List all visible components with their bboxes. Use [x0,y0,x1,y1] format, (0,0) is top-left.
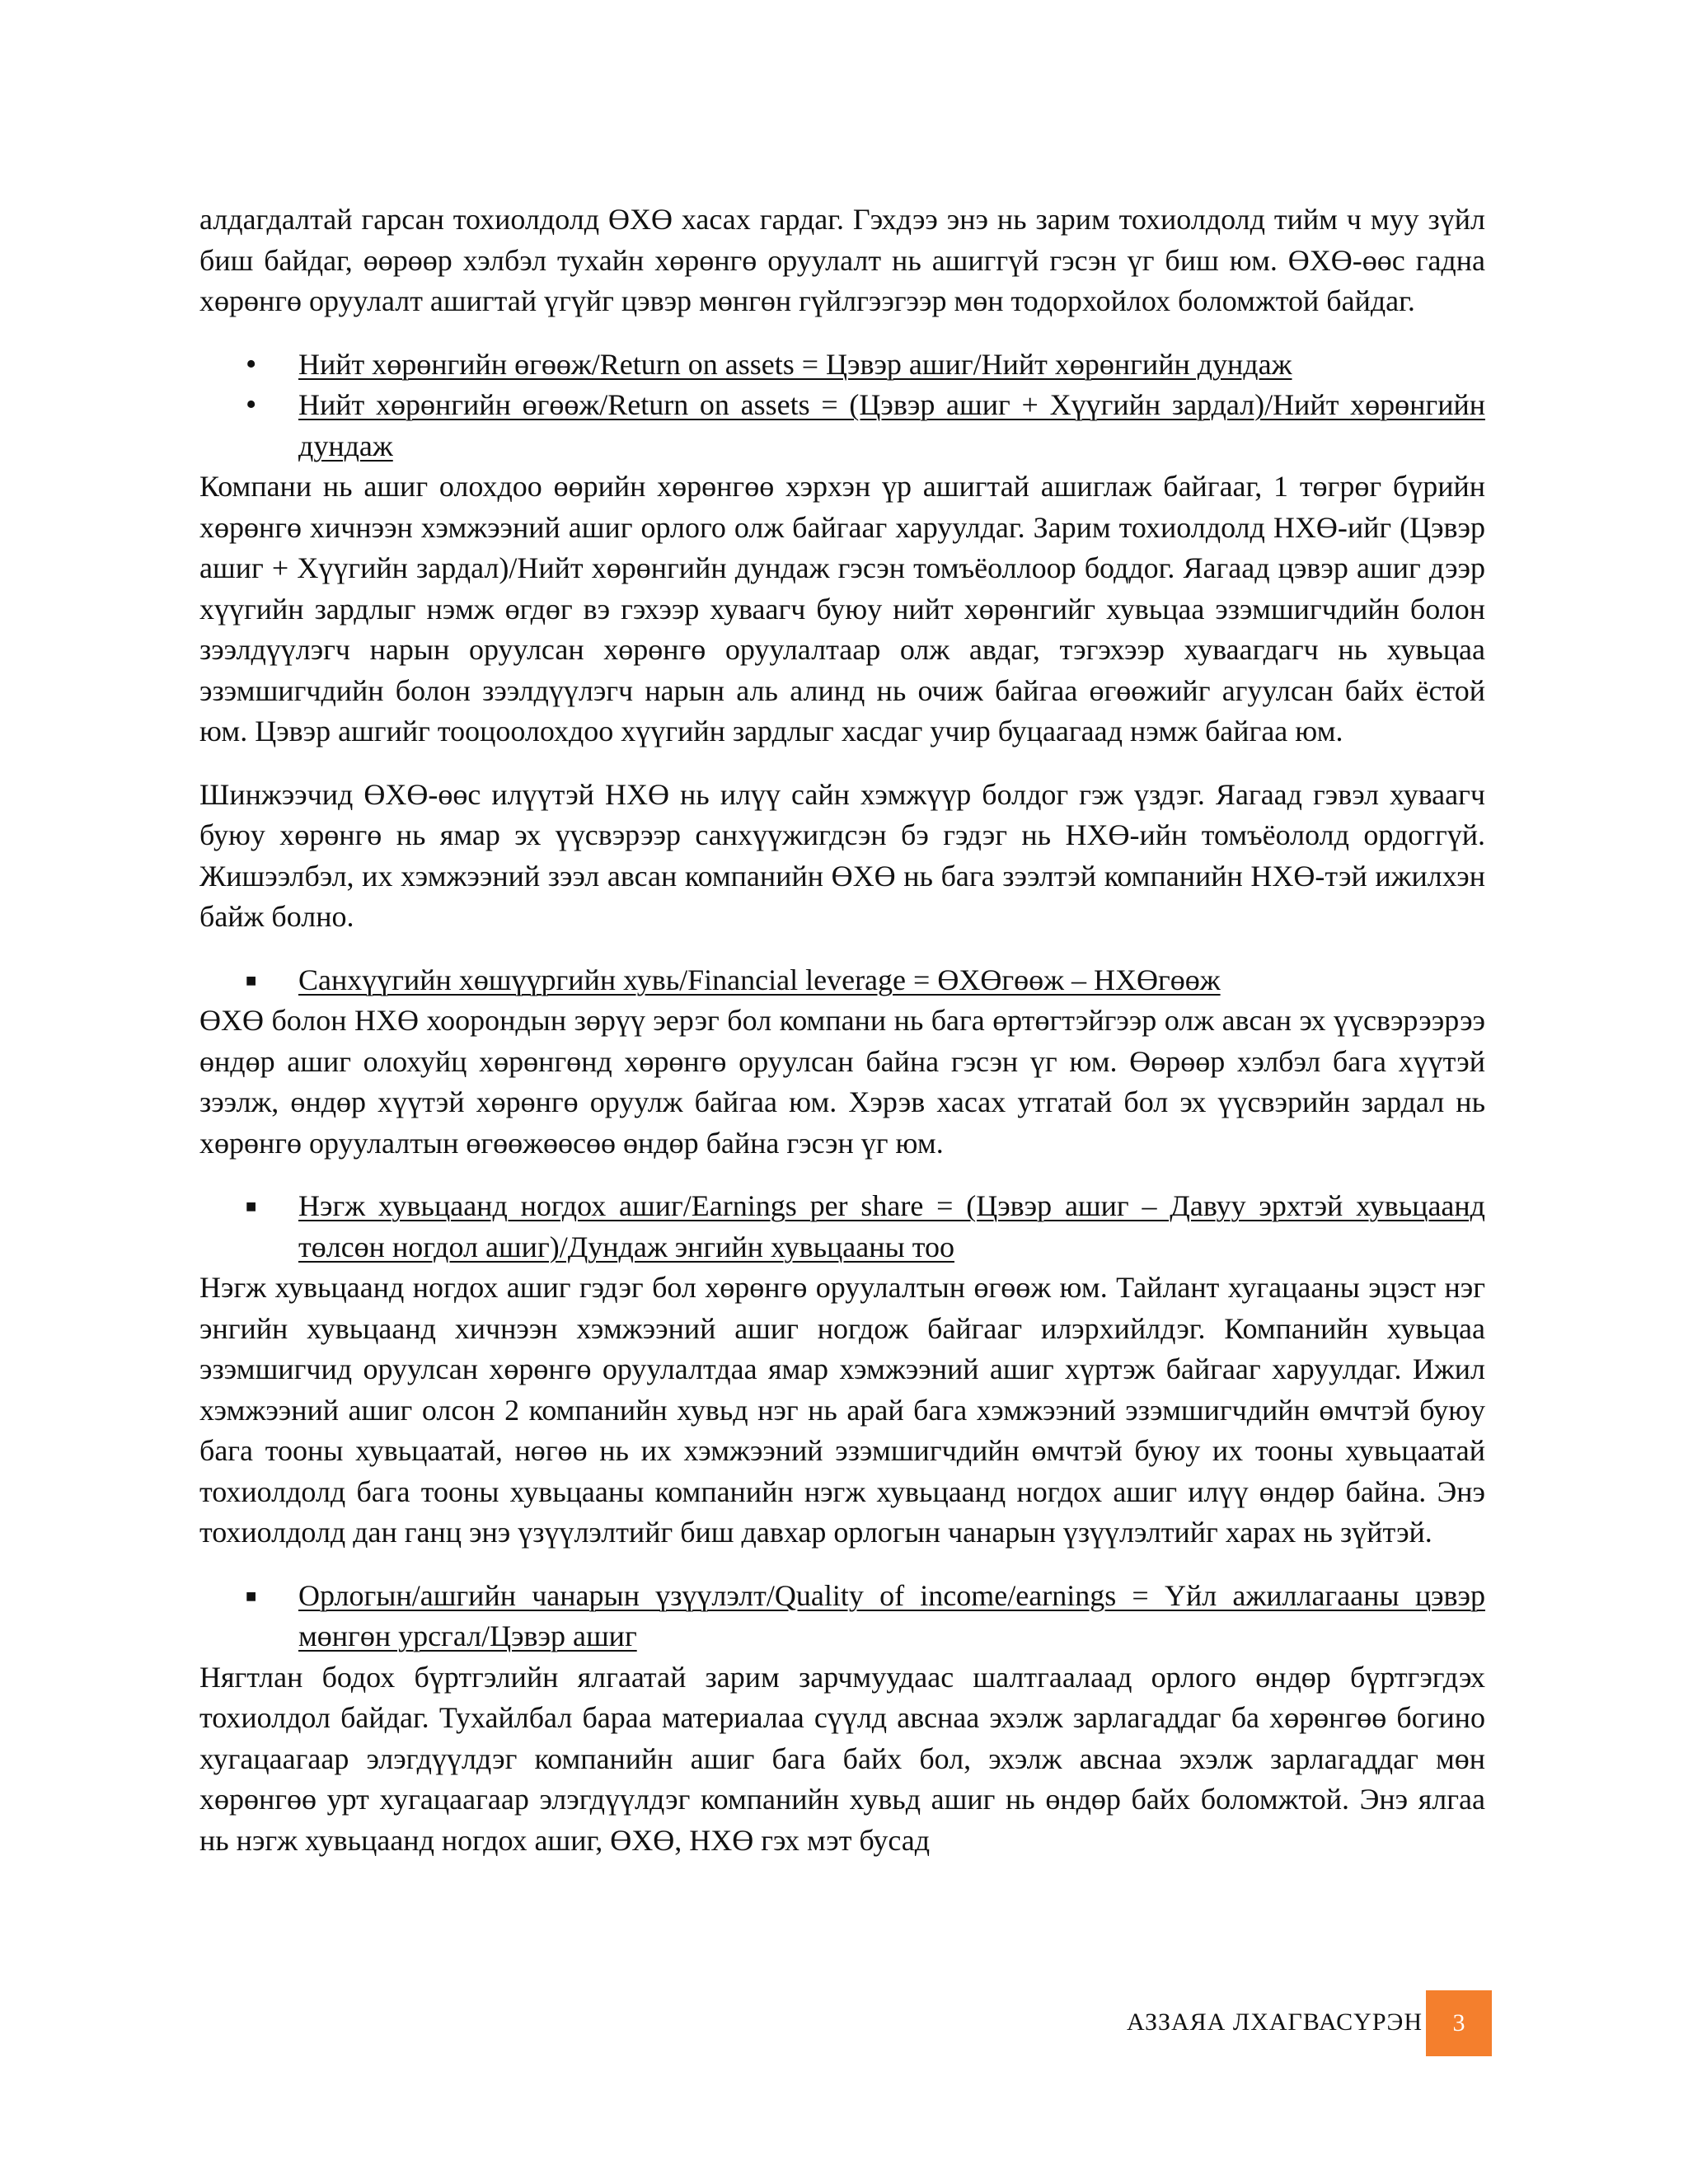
roa-formula-list [199,344,1485,467]
paragraph-roa-explanation: Компани нь ашиг олохдоо өөрийн хөрөнгөө хэрхэн үр ашигтай ашиглаж байгааг, 1 төгрөг бүрийн хөрөнгө хичнээн хэмжээний ашиг орлого олж байгааг харуулдаг. Зарим тохиолдолд НХӨ-ийг (Цэвэр ашиг + Хүүгийн зардал)/Нийт хөрөнгийн дундаж гэсэн томъёоллоор боддог. Яагаад цэвэр ашиг дээр хүүгийн зардлыг нэмж өгдөг вэ гэхээр хуваагч буюу нийт хөрөнгийг хувьцаа эзэмшигчдийн болон зээлдүүлэгч нарын оруулсан хөрөнгө оруулалтаар олж авдаг, тэгэхээр хуваагдагч нь хувьцаа эзэмшигчдийн болон зээлдүүлэгч нарын аль алинд нь очиж байгаа өгөөжийг агуулсан байх ёстой юм. Цэвэр ашгийг тооцоолохдоо хүүгийн зардлыг хасдаг учир буцаагаад нэмж байгаа юм. [199,470,1485,748]
paragraph-eps-explanation: Нэгж хувьцаанд ногдох ашиг гэдэг бол хөрөнгө оруулалтын өгөөж юм. Тайлант хугацааны эцэст нэг энгийн хувьцаанд хичнээн хэмжээний ашиг ногдож байгааг илэрхийлдэг. Компанийн хувьцаа эзэмшигчид оруулсан хөрөнгө оруулалтдаа ямар хэмжээний ашиг хүртэж байгааг харуулдаг. Ижил хэмжээний ашиг олсон 2 компанийн хувьд нэг нь арай бага хэмжээний эзэмшигчдийн өмчтэй буюу бага тооны хувьцаатай, нөгөө нь их хэмжээний эзэмшигчдийн өмчтэй буюу их тооны хувьцаатай тохиолдолд бага тооны хувьцааны компанийн нэгж хувьцаанд ногдох ашиг илүү өндөр байна. Энэ тохиолдолд дан ганц энэ үзүүлэлтийг биш давхар орлогын чанарын үзүүлэлтийг харах нь зүйтэй. [199,1271,1485,1549]
leverage-formula-list [199,960,1485,1001]
bullet-square-icon: ■ [246,1196,257,1216]
page-number: 3 [1452,2009,1465,2036]
financial-leverage-formula: Санхүүгийн хөшүүргийн хувь/Financial leverage = ӨХӨгөөж – НХӨгөөж [298,963,1221,996]
paragraph-leverage-explanation: ӨХӨ болон НХӨ хоорондын зөрүү эерэг бол компани нь бага өртөгтэйгээр олж авсан эх үүсвэрээрээ өндөр ашиг олохуйц хөрөнгөнд хөрөнгө оруулсан байна гэсэн үг юм. Өөрөөр хэлбэл бага хүүтэй зээлж, өндөр хүүтэй хөрөнгө оруулж байгаа юм. Хэрэв хасах утгатай бол эх үүсвэрийн зардал нь хөрөнгө оруулалтын өгөөжөөсөө өндөр байна гэсэн үг юм. [199,1004,1485,1160]
document-body [199,199,1485,1861]
list-item [199,960,1485,1001]
bullet-square-icon: ■ [246,1585,257,1606]
bullet-square-icon: ■ [246,969,257,991]
eps-formula-list [199,1186,1485,1268]
list-item [199,385,1485,466]
paragraph-roa-vs-roe: Шинжээчид ӨХӨ-өөс илүүтэй НХӨ нь илүү сайн хэмжүүр болдог гэж үздэг. Яагаад гэвэл хуваагч буюу хөрөнгө нь ямар эх үүсвэрээр санхүүжигдсэн бэ гэдэг нь НХӨ-ийн томъёололд ордоггүй. Жишээлбэл, их хэмжээний зээл авсан компанийн ӨХӨ нь бага зээлтэй компанийн НХӨ-тэй ижилхэн байж болно. [199,777,1485,933]
roa-formula-with-interest: Нийт хөрөнгийн өгөөж/Return on assets = (Цэвэр ашиг + Хүүгийн зардал)/Нийт хөрөнгийн дундаж [298,388,1485,462]
page-footer [1063,1990,1492,2056]
bullet-dot-icon: • [246,346,257,382]
page-number-badge [1426,1990,1492,2056]
quality-formula-list [199,1576,1485,1657]
footer-author-name: АЗЗАЯА ЛХАГВАСҮРЭН [1127,2008,1423,2036]
paragraph-roe-loss: алдагдалтай гарсан тохиолдолд ӨХӨ хасах гардаг. Гэхдээ энэ нь зарим тохиолдолд тийм ч муу зүйл биш байдаг, өөрөөр хэлбэл тухайн хөрөнгө оруулалт нь ашиггүй гэсэн үг биш юм. ӨХӨ-өөс гадна хөрөнгө оруулалт ашигтай үгүйг цэвэр мөнгөн гүйлгээгээр мөн тодорхойлох боломжтой байдаг. [199,203,1485,317]
quality-of-income-formula: Орлогын/ашгийн чанарын үзүүлэлт/Quality of income/earnings = Үйл ажиллагааны цэвэр мөнгөн урсгал/Цэвэр ашиг [298,1578,1485,1652]
eps-formula: Нэгж хувьцаанд ногдох ашиг/Earnings per share = (Цэвэр ашиг – Давуу эрхтэй хувьцаанд төлсөн ногдол ашиг)/Дундаж энгийн хувьцааны тоо [298,1189,1485,1263]
list-item [199,1576,1485,1657]
list-item [199,1186,1485,1268]
list-item [199,344,1485,386]
bullet-dot-icon: • [246,387,257,422]
paragraph-quality-explanation: Нягтлан бодох бүртгэлийн ялгаатай зарим зарчмуудаас шалтгаалаад орлого өндөр бүртгэгдэх тохиолдол байдаг. Тухайлбал бараа материалаа сүүлд авснаа эхэлж зарлагаддаг ба хөрөнгөө богино хугацаагаар элэгдүүлдэг компанийн ашиг бага байх бол, эхэлж авснаа эхэлж зарлагаддаг мөн хөрөнгөө урт хугацаагаар элэгдүүлдэг компанийн хувьд ашиг нь өндөр байх боломжтой. Энэ ялгаа нь нэгж хувьцаанд ногдох ашиг, ӨХӨ, НХӨ гэх мэт бусад [199,1660,1485,1857]
roa-formula-basic: Нийт хөрөнгийн өгөөж/Return on assets = Цэвэр ашиг/Нийт хөрөнгийн дундаж [298,347,1292,381]
